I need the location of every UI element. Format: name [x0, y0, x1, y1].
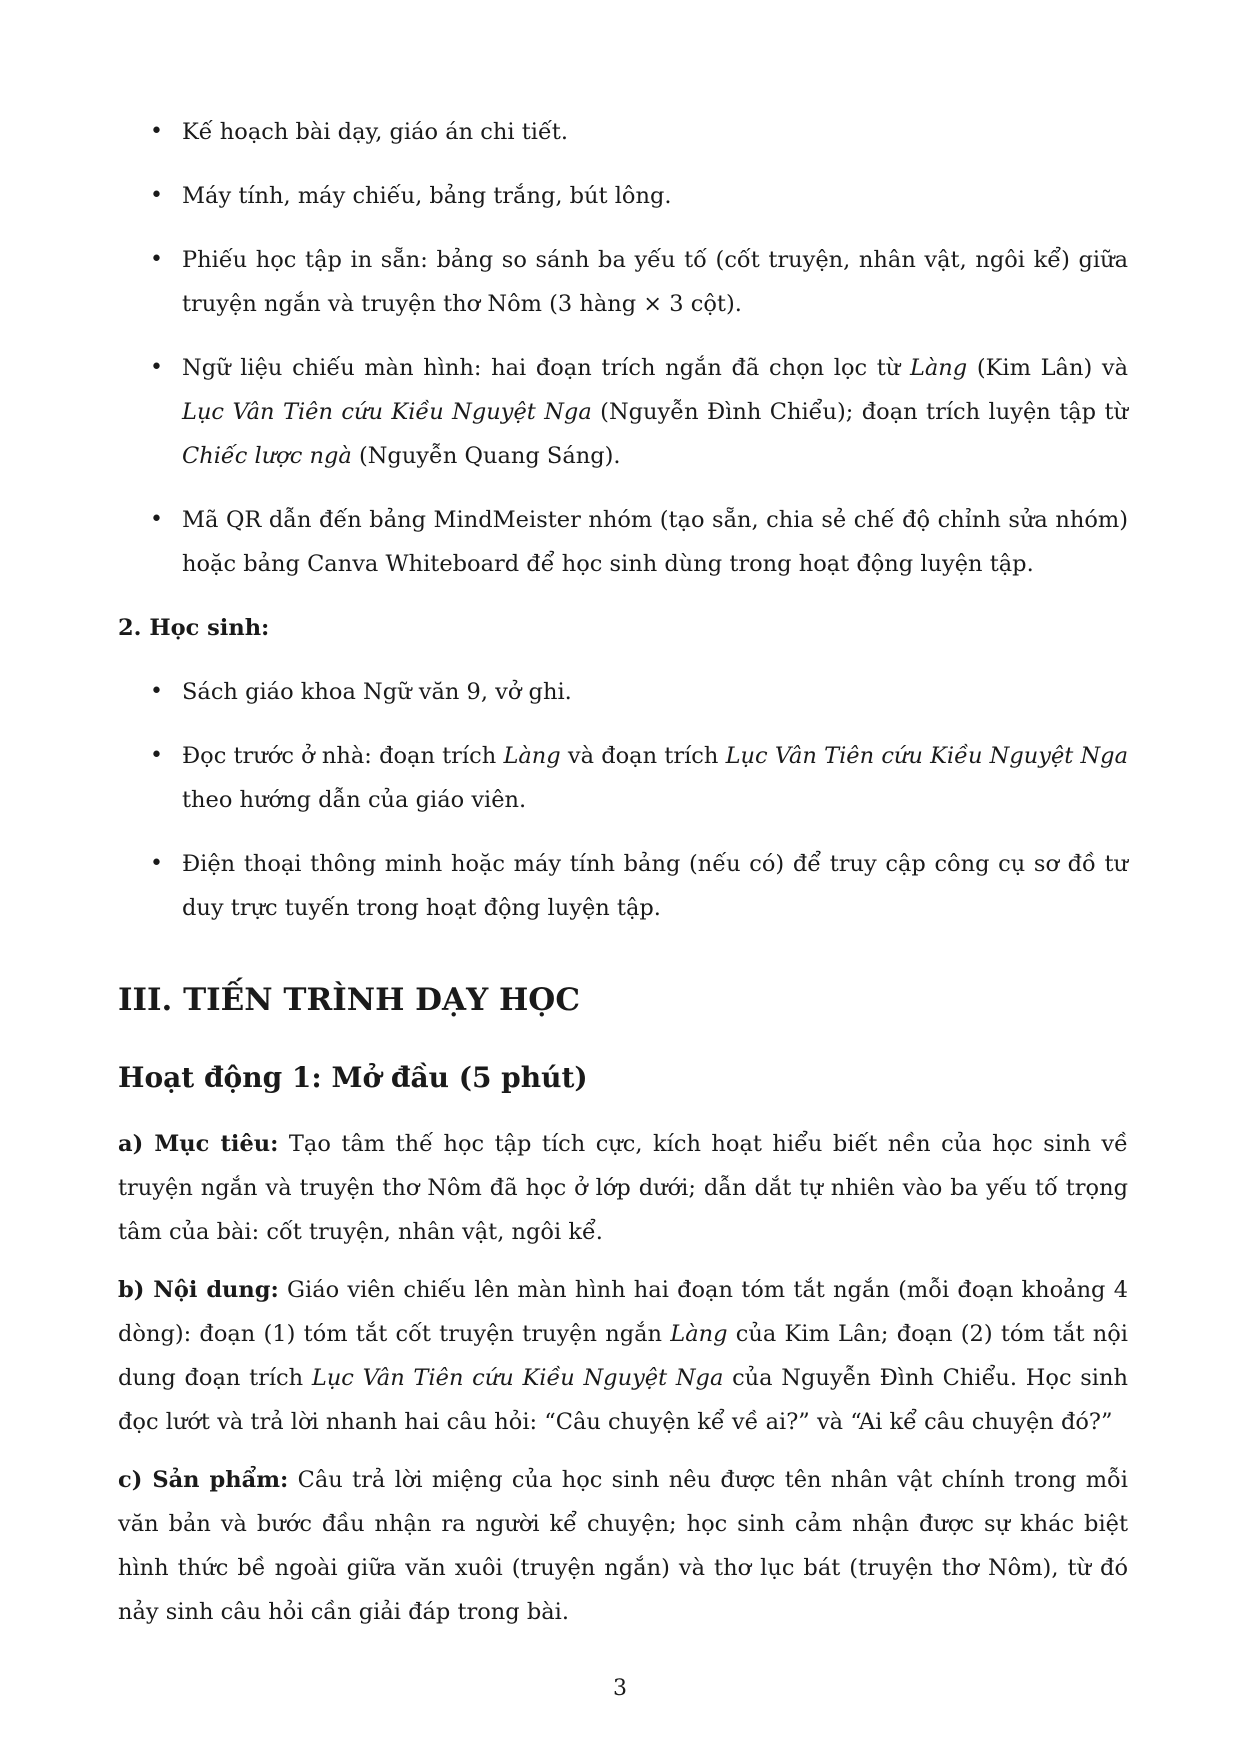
list-item: • Ngữ liệu chiếu màn hình: hai đoạn trích ngắn đã chọn lọc từ Làng (Kim Lân) và Lục Vân Tiên cứu Kiều Nguyệt Nga (Nguyễn Đình Chiểu); đoạn trích luyện tập từ Chiếc lược ngà (Nguyễn Quang Sáng).: [118, 346, 1128, 478]
page-number: 3: [613, 1676, 627, 1701]
list-item: • Kế hoạch bài dạy, giáo án chi tiết.: [118, 110, 1128, 154]
content-paragraph: b) Nội dung: Giáo viên chiếu lên màn hình hai đoạn tóm tắt ngắn (mỗi đoạn khoảng 4 dòng): đoạn (1) tóm tắt cốt truyện truyện ngắn Làng của Kim Lân; đoạn (2) tóm tắt nội dung đoạn trích Lục Vân Tiên cứu Kiều Nguyệt Nga của Nguyễn Đình Chiểu. Học sinh đọc lướt và trả lời nhanh hai câu hỏi: “Câu chuyện kể về ai?” và “Ai kể câu chuyện đó?”: [118, 1277, 1129, 1435]
list-item: • Đọc trước ở nhà: đoạn trích Làng và đoạn trích Lục Vân Tiên cứu Kiều Nguyệt Nga theo hướng dẫn của giáo viên.: [118, 734, 1128, 822]
list-item: • Điện thoại thông minh hoặc máy tính bảng (nếu có) để truy cập công cụ sơ đồ tư duy trực tuyến trong hoạt động luyện tập.: [118, 842, 1128, 930]
students-heading: 2. Học sinh:: [118, 615, 270, 641]
activity-title: Hoạt động 1: Mở đầu (5 phút): [118, 1061, 588, 1094]
page-content: [118, 110, 1128, 1648]
student-materials-list: [118, 670, 1128, 930]
product-paragraph: c) Sản phẩm: Câu trả lời miệng của học sinh nêu được tên nhân vật chính trong mỗi văn bản và bước đầu nhận ra người kể chuyện; học sinh cảm nhận được sự khác biệt hình thức bề ngoài giữa văn xuôi (truyện ngắn) và thơ lục bát (truyện thơ Nôm), từ đó nảy sinh câu hỏi cần giải đáp trong bài.: [118, 1467, 1128, 1625]
list-item: • Phiếu học tập in sẵn: bảng so sánh ba yếu tố (cốt truyện, nhân vật, ngôi kể) giữa truyện ngắn và truyện thơ Nôm (3 hàng × 3 cột).: [118, 238, 1128, 326]
section-title: III. TIẾN TRÌNH DẠY HỌC: [118, 982, 580, 1018]
list-item: • Mã QR dẫn đến bảng MindMeister nhóm (tạo sẵn, chia sẻ chế độ chỉnh sửa nhóm) hoặc bảng Canva Whiteboard để học sinh dùng trong hoạt động luyện tập.: [118, 498, 1128, 586]
teacher-materials-list: [118, 110, 1128, 586]
list-item: • Sách giáo khoa Ngữ văn 9, vở ghi.: [118, 670, 1128, 714]
list-item: • Máy tính, máy chiếu, bảng trắng, bút lông.: [118, 174, 1128, 218]
objective-paragraph: a) Mục tiêu: Tạo tâm thế học tập tích cực, kích hoạt hiểu biết nền của học sinh về truyện ngắn và truyện thơ Nôm đã học ở lớp dưới; dẫn dắt tự nhiên vào ba yếu tố trọng tâm của bài: cốt truyện, nhân vật, ngôi kể.: [118, 1131, 1128, 1245]
